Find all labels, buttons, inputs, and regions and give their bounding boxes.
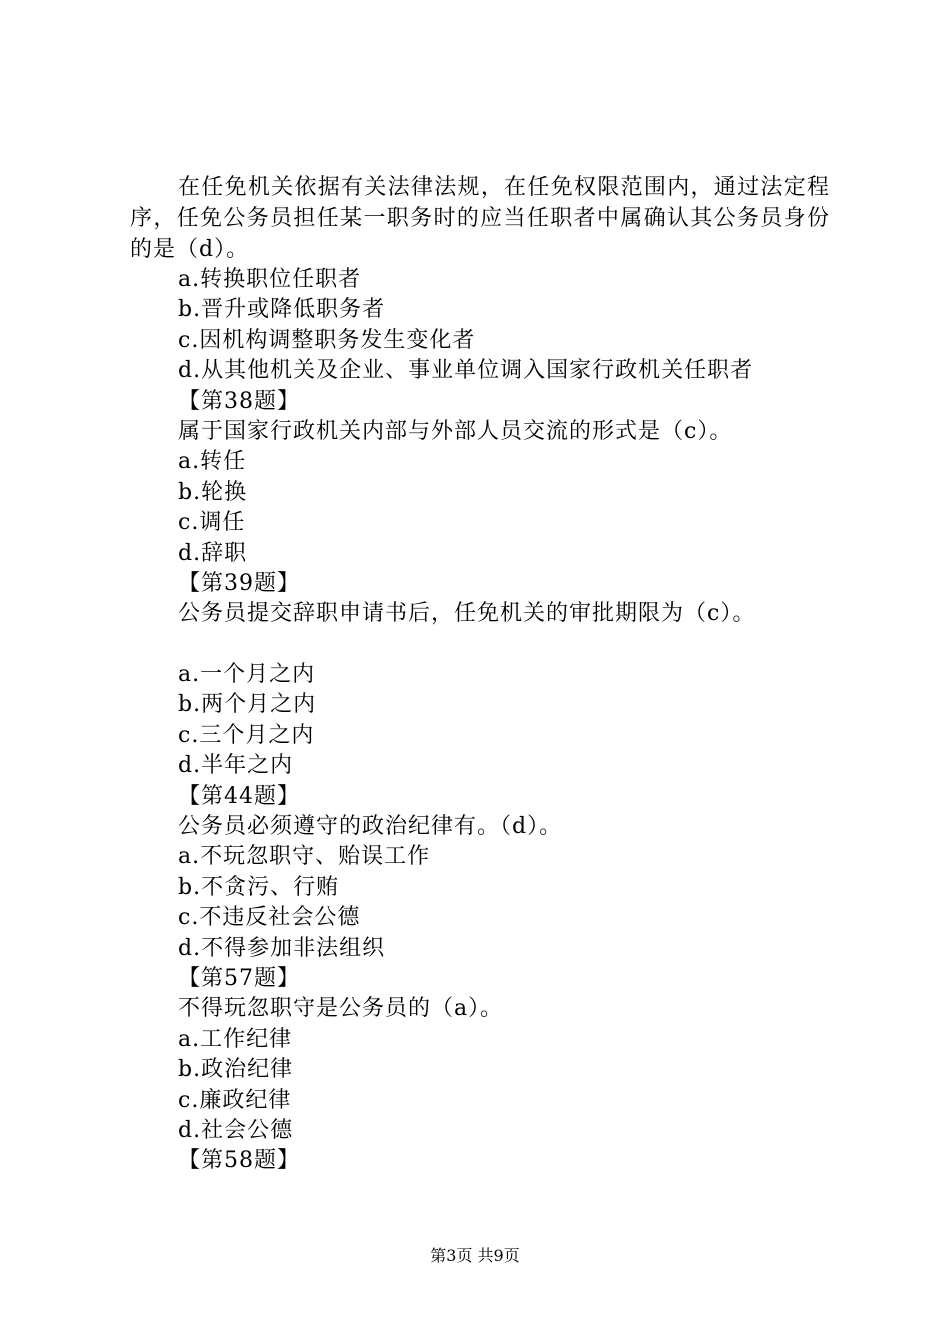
option-c: c.廉政纪律 [178,1087,292,1113]
option-c: c.三个月之内 [178,722,315,748]
option-a: a.转换职位任职者 [178,267,362,292]
option-b: b.两个月之内 [178,692,317,718]
option-b: b.轮换 [178,479,248,505]
option-a: a.工作纪律 [178,1026,293,1052]
document-body [130,172,830,1177]
question-label: 【第58题】 [178,1148,300,1174]
option-b: b.晋升或降低职务者 [178,297,386,323]
option-a: a.一个月之内 [178,661,316,687]
option-d: d.半年之内 [178,753,294,779]
option-d: d.从其他机关及企业、事业单位调入国家行政机关任职者 [178,358,754,384]
option-d: d.社会公德 [178,1117,294,1143]
question-text: 在任免机关依据有关法律法规，在任免权限范围内，通过法定程序，任免公务员担任某一职务时的应当任职者中属确认其公务员身份的是（d）。 [130,175,830,262]
option-a: a.转任 [178,449,247,475]
option-b: b.政治纪律 [178,1057,294,1083]
option-d: d.辞职 [178,540,248,566]
option-c: c.不违反社会公德 [178,905,361,931]
option-d: d.不得参加非法组织 [178,935,386,961]
blank-line [130,630,830,660]
option-c: c.因机构调整职务发生变化者 [178,327,476,353]
question-label: 【第39题】 [178,571,300,597]
question-label: 【第57题】 [178,965,300,991]
question-text: 属于国家行政机关内部与外部人员交流的形式是（c）。 [178,419,733,445]
question-text: 公务员提交辞职申请书后，任免机关的审批期限为（c）。 [178,601,756,627]
page-footer: 第3页 共9页 [430,1246,520,1265]
question-label: 【第44题】 [178,783,300,809]
option-b: b.不贪污、行贿 [178,874,340,900]
question-text: 不得玩忽职守是公务员的（a）。 [178,996,504,1022]
question-text: 公务员必须遵守的政治纪律有。（d）。 [178,813,563,839]
question-label: 【第38题】 [178,388,300,414]
option-a: a.不玩忽职守、贻误工作 [178,844,431,870]
option-c: c.调任 [178,510,246,536]
